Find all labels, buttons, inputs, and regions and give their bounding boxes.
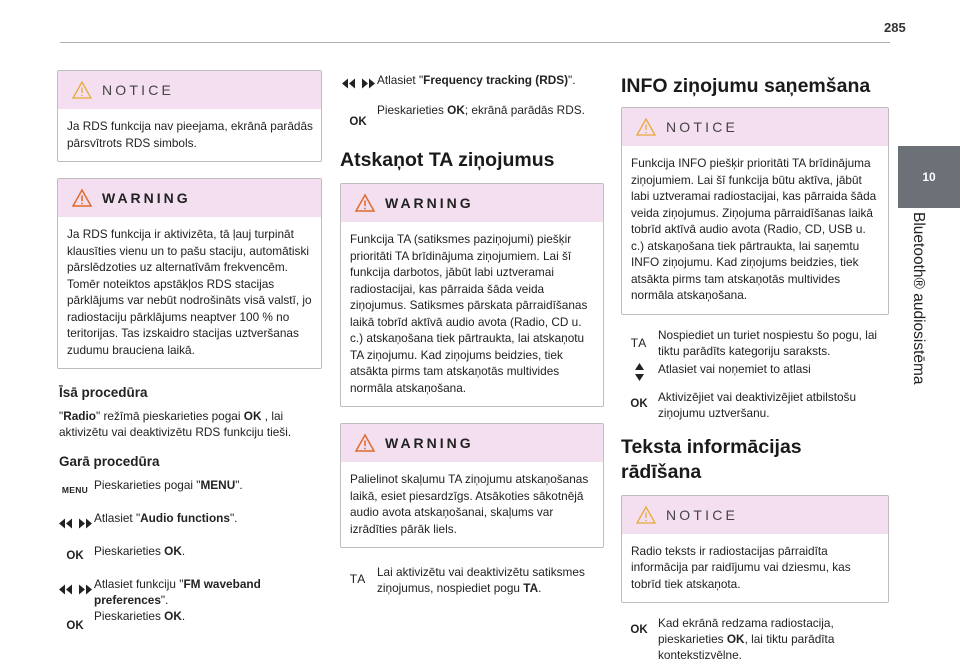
step-ta-hold: TA Nospiediet un turiet nospiestu šo pogu, lai tiktu parādīts kategoriju saraksts.	[630, 327, 878, 358]
warning-header	[341, 424, 603, 462]
column-2	[340, 72, 604, 603]
notice-text: Funkcija INFO piešķir prioritāti TA brīdinājuma ziņojumiem. Lai šī funkcija būtu aktīva, jābūt labi uztveramai radiostacijai, kas pārraida šāda veida ziņojumus. Ziņojuma pārraidīšanas laikā tobrīd aktīvā audio avota (Radio, CD, USB u. c.) atskaņošana tiek pārtraukta, lai saņemtu INFO ziņojumu. Kad ziņojums beidzies, tiek atsākta pirms tam atskaņotās multivides normāla atskaņošana.	[631, 156, 877, 302]
notice-triangle-icon	[72, 81, 92, 99]
notice-label: NOTICE	[102, 82, 175, 98]
notice-header	[58, 71, 321, 109]
warning-text: Funkcija TA (satiksmes paziņojumi) piešķir prioritāti TA brīdinājuma ziņojumiem. Lai šī funkcija darbotos, jābūt labi uztveramai radiostacijai, kas pārraida šāda veida ziņojumus. Satiksmes pārskata pārraidīšanas laikā tobrīd aktīvā audio avota (Radio, CD u. c.) atskaņošana tiek pārtraukta, lai atskaņotu TA ziņojumu. Kad ziņojums beidzies, tiek atsākta pirms tam atskaņotās multivides normāla atskaņošana.	[350, 232, 588, 395]
warning-label: WARNING	[385, 195, 474, 211]
warning-triangle-icon	[72, 189, 92, 207]
page-number: 285	[884, 20, 906, 35]
notice-label: NOTICE	[666, 119, 739, 135]
step-ok-rds: OK Pieskarieties OK; ekrānā parādās RDS.	[349, 103, 585, 128]
step-select-category: Atlasiet vai noņemiet to atlasi	[621, 361, 889, 383]
notice-box	[621, 107, 889, 315]
notice-header	[622, 496, 888, 534]
step-ok-2: OK Pieskarieties OK.	[66, 609, 186, 632]
chapter-title-text: Bluetooth® audiosistēma	[910, 212, 927, 385]
column-3	[621, 74, 889, 670]
step-ok-context-menu: OK Kad ekrānā redzama radiostacija, pieskarieties OK, lai tiktu parādīta kontekstizvēlne.	[630, 616, 835, 662]
warning-triangle-icon	[355, 434, 375, 452]
radio-bold: Radio	[63, 409, 96, 423]
notice-box	[621, 495, 889, 604]
ok-button-icon[interactable]: OK	[66, 550, 84, 562]
info-section-heading: INFO ziņojumu saņemšana	[621, 75, 871, 97]
step-ok-activate: OK Aktivizējiet vai deaktivizējiet atbilstošu ziņojumu uztveršanu.	[630, 389, 857, 420]
ok-button-icon[interactable]: OK	[630, 624, 648, 636]
short-procedure-text	[59, 408, 322, 440]
step-ta: TA Lai aktivizētu vai deaktivizētu satiksmes ziņojumus, nospiediet pogu TA.	[349, 565, 585, 595]
step-audio-functions: Atlasiet "Audio functions".	[57, 510, 322, 536]
notice-label: NOTICE	[666, 506, 739, 523]
notice-header	[622, 108, 888, 146]
left-right-arrows-icon[interactable]	[59, 518, 92, 529]
notice-box	[57, 70, 322, 162]
notice-text: Ja RDS funkcija nav pieejama, ekrānā parādās pārsvītrots RDS simbols.	[67, 119, 313, 150]
warning-box	[340, 183, 604, 407]
step-fm-waveband: Atlasiet funkciju "FM waveband preferences".	[57, 576, 322, 608]
warning-text: Ja RDS funkcija ir aktivizēta, tā ļauj turpināt klausīties vienu un to pašu staciju, automātiski pārslēdzoties uz alternatīvām frekvencēm. Tomēr noteiktos apstākļos RDS stacijas pārklājums var nebūt nodrošināts visā valstī, jo radiostaciju pārklājums neaptver 100 % no teritorijas. Tas izskaidro stacijas uztveršanas zudumu brauciena laikā.	[67, 227, 312, 357]
step-ok-1: OK Pieskarieties OK.	[66, 544, 186, 562]
header-rule	[60, 42, 890, 43]
warning-header	[58, 179, 321, 217]
text-info-heading: Teksta informācijas rādīšana	[621, 435, 802, 483]
ok-bold: OK	[243, 409, 262, 423]
warning-label: WARNING	[102, 190, 191, 206]
notice-triangle-icon	[636, 118, 656, 136]
menu-button-icon[interactable]: MENU	[61, 485, 89, 495]
short-procedure-heading: Īsā procedūra	[59, 385, 148, 400]
warning-label: WARNING	[385, 435, 474, 451]
step-menu: MENU Pieskarieties pogai "MENU".	[57, 477, 322, 503]
left-right-arrows-icon[interactable]	[59, 584, 92, 595]
notice-triangle-icon	[636, 506, 656, 524]
short-rest: , lai aktivizētu vai deaktivizētu RDS funkciju tieši.	[59, 409, 292, 439]
up-down-arrows-icon[interactable]	[635, 363, 644, 381]
ta-section-heading: Atskaņot TA ziņojumus	[340, 149, 555, 171]
step-frequency-tracking: Atlasiet "Frequency tracking (RDS)".	[340, 72, 604, 94]
notice-text: Radio teksts ir radiostacijas pārraidīta informācija par raidījumu vai dziesmu, kas tobrīd tiek atskaņota.	[631, 543, 851, 591]
chapter-tab[interactable]: 10	[898, 146, 960, 208]
ok-button-icon[interactable]: OK	[66, 620, 84, 632]
ok-button-icon[interactable]: OK	[349, 116, 367, 128]
ta-button-icon[interactable]: TA	[630, 335, 648, 350]
left-right-arrows-icon[interactable]	[342, 78, 375, 89]
short-mid: " režīmā pieskarieties pogai	[95, 409, 244, 423]
warning-triangle-icon	[355, 194, 375, 212]
warning-box	[340, 423, 604, 548]
warning-header	[341, 184, 603, 222]
quote-open: "	[59, 409, 64, 423]
warning-box	[57, 178, 322, 369]
ta-button-icon[interactable]: TA	[349, 572, 367, 586]
warning-text: Palielinot skaļumu TA ziņojumu atskaņošanas laikā, esiet piesardzīgs. Atsākoties sākotnējā audio avota atskaņošanai, skaļums var izrādīties pārāk liels.	[350, 472, 589, 536]
long-procedure-heading: Garā procedūra	[59, 454, 160, 469]
chapter-title	[909, 212, 929, 412]
ok-button-icon[interactable]: OK	[630, 397, 648, 410]
column-1	[57, 70, 322, 641]
